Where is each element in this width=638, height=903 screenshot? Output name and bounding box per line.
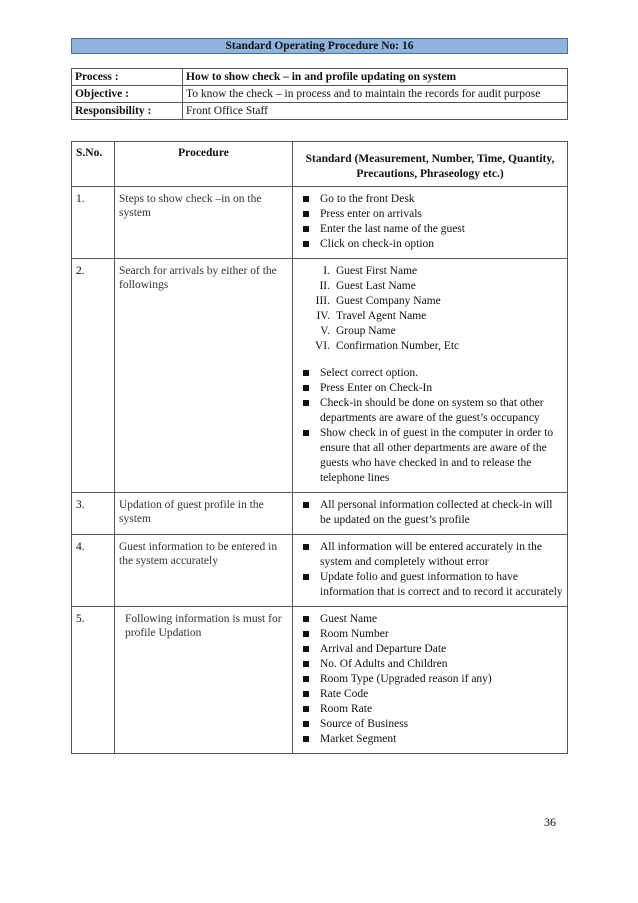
- row-standard: [293, 535, 568, 607]
- list-text: Guest Company Name: [336, 295, 441, 307]
- sop-title: Standard Operating Procedure No: 16: [71, 38, 568, 54]
- header-procedure: Procedure: [115, 142, 293, 187]
- process-row: [72, 69, 568, 86]
- list-text: Travel Agent Name: [336, 310, 427, 322]
- list-item: Press Enter on Check-In: [297, 381, 563, 396]
- header-standard: Standard (Measurement, Number, Time, Quantity, Precautions, Phraseology etc.): [293, 142, 568, 187]
- table-row: [72, 607, 568, 754]
- row-procedure: Following information is must for profile Updation: [115, 607, 293, 754]
- list-numeral: III.: [315, 295, 330, 307]
- process-value: How to show check – in and profile updating on system: [183, 69, 568, 86]
- list-item: Room Type (Upgraded reason if any): [297, 672, 563, 687]
- list-item: Check-in should be done on system so that other departments are aware of the guest’s occupancy: [297, 396, 563, 426]
- list-item: Click on check-in option: [297, 237, 563, 252]
- header-sno: S.No.: [72, 142, 115, 187]
- list-item: [297, 294, 563, 309]
- list-item: Update folio and guest information to have information that is correct and to record it accurately: [297, 570, 563, 600]
- list-item: Show check in of guest in the computer in order to ensure that all other departments are aware of the guests who have checked in and to release the telephone lines: [297, 426, 563, 486]
- list-text: Confirmation Number, Etc: [336, 340, 460, 352]
- list-item: Room Rate: [297, 702, 563, 717]
- row-standard: [293, 493, 568, 535]
- list-numeral: V.: [320, 325, 330, 337]
- list-item: No. Of Adults and Children: [297, 657, 563, 672]
- list-text: Guest First Name: [336, 265, 418, 277]
- table-row: [72, 493, 568, 535]
- list-text: Group Name: [336, 325, 396, 337]
- list-numeral: IV.: [316, 310, 330, 322]
- search-options-list: [297, 264, 563, 354]
- list-item: Enter the last name of the guest: [297, 222, 563, 237]
- bullet-list: [297, 612, 563, 747]
- list-item: Guest Name: [297, 612, 563, 627]
- bullet-list: [297, 540, 563, 600]
- bullet-list: [297, 192, 563, 252]
- list-item: [297, 339, 563, 354]
- list-item: All information will be entered accurately in the system and completely without error: [297, 540, 563, 570]
- responsibility-label: Responsibility :: [72, 103, 183, 120]
- row-procedure: Search for arrivals by either of the followings: [115, 259, 293, 493]
- row-standard: [293, 187, 568, 259]
- list-item: Market Segment: [297, 732, 563, 747]
- row-standard: [293, 259, 568, 493]
- list-item: Press enter on arrivals: [297, 207, 563, 222]
- list-numeral: I.: [323, 265, 330, 277]
- table-row: [72, 259, 568, 493]
- row-number: 2.: [72, 259, 115, 493]
- row-procedure: Updation of guest profile in the system: [115, 493, 293, 535]
- process-label: Process :: [72, 69, 183, 86]
- row-procedure: Guest information to be entered in the system accurately: [115, 535, 293, 607]
- row-number: 1.: [72, 187, 115, 259]
- list-numeral: II.: [319, 280, 330, 292]
- list-item: Rate Code: [297, 687, 563, 702]
- table-row: [72, 187, 568, 259]
- procedure-table: [71, 141, 568, 754]
- list-item: [297, 309, 563, 324]
- list-item: Room Number: [297, 627, 563, 642]
- responsibility-row: [72, 103, 568, 120]
- list-item: [297, 264, 563, 279]
- objective-value: To know the check – in process and to maintain the records for audit purpose: [183, 86, 568, 103]
- objective-label: Objective :: [72, 86, 183, 103]
- procedure-table-header: [72, 142, 568, 187]
- row-standard: [293, 607, 568, 754]
- spacer: [297, 354, 563, 366]
- row-procedure: Steps to show check –in on the system: [115, 187, 293, 259]
- list-item: [297, 324, 563, 339]
- row-number: 5.: [72, 607, 115, 754]
- bullet-list: [297, 366, 563, 486]
- row-number: 3.: [72, 493, 115, 535]
- row-number: 4.: [72, 535, 115, 607]
- objective-row: [72, 86, 568, 103]
- list-item: All personal information collected at check-in will be updated on the guest’s profile: [297, 498, 563, 528]
- responsibility-value: Front Office Staff: [183, 103, 568, 120]
- list-item: Source of Business: [297, 717, 563, 732]
- list-item: Arrival and Departure Date: [297, 642, 563, 657]
- table-row: [72, 535, 568, 607]
- list-item: [297, 279, 563, 294]
- list-item: Select correct option.: [297, 366, 563, 381]
- sop-info-table: [71, 68, 568, 120]
- page-number: 36: [544, 815, 556, 829]
- list-numeral: VI.: [314, 340, 330, 352]
- list-item: Go to the front Desk: [297, 192, 563, 207]
- bullet-list: [297, 498, 563, 528]
- list-text: Guest Last Name: [336, 280, 416, 292]
